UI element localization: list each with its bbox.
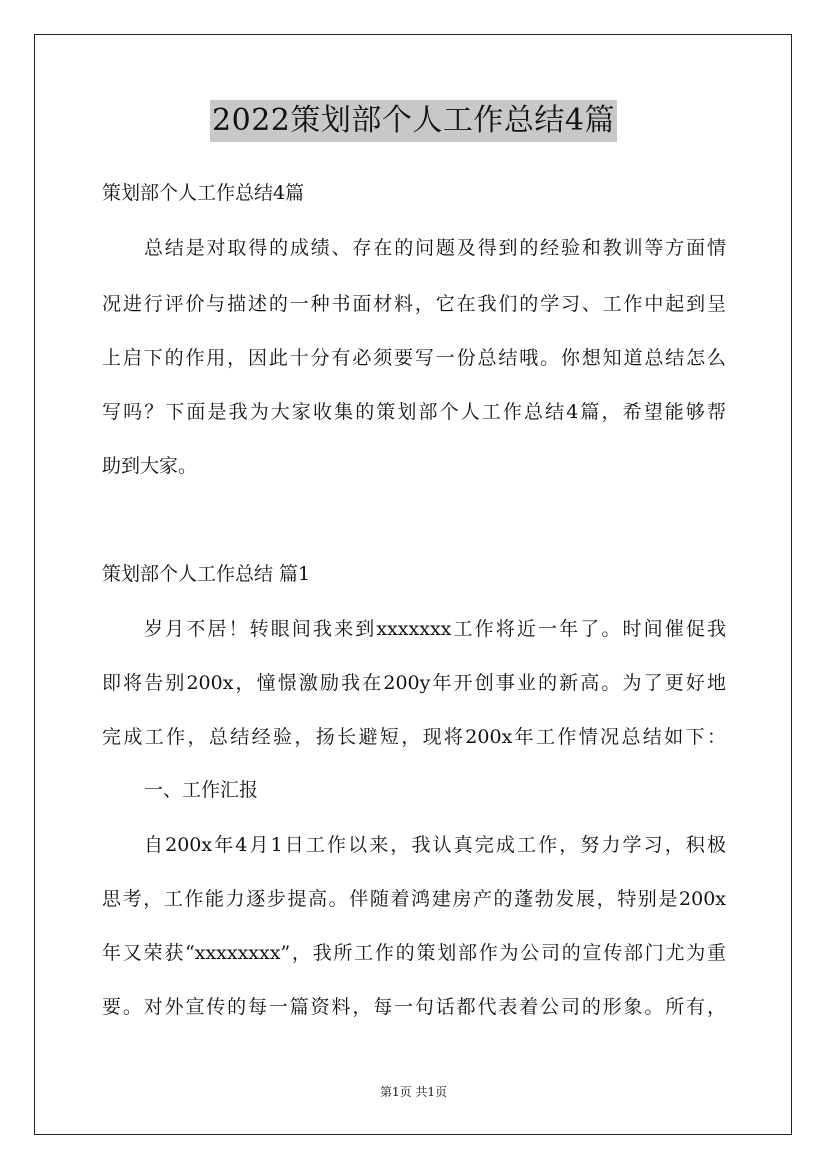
- intro-line-2: 况进行评价与描述的一种书面材料，它在我们的学习、工作中起到呈: [102, 293, 726, 315]
- title-container: [0, 100, 827, 142]
- section-heading: 策划部个人工作总结 篇1: [102, 563, 311, 585]
- para2-line-1: 自200x年4月1日工作以来，我认真完成工作，努力学习，积极: [144, 834, 726, 856]
- intro-line-3: 上启下的作用，因此十分有必须要写一份总结哦。你想知道总结怎么: [102, 347, 726, 369]
- para1-line-3: 完成工作，总结经验，扬长避短，现将200x年工作情况总结如下：: [102, 726, 726, 748]
- document-title: 2022策划部个人工作总结4篇: [210, 100, 617, 142]
- subheading-work-report: 一、工作汇报: [144, 779, 259, 801]
- para2-line-2: 思考，工作能力逐步提高。伴随着鸿建房产的蓬勃发展，特别是200x: [102, 888, 726, 910]
- intro-line-1: 总结是对取得的成绩、存在的问题及得到的经验和教训等方面情: [144, 237, 726, 259]
- document-subtitle: 策划部个人工作总结4篇: [102, 182, 305, 204]
- para1-line-1: 岁月不居！转眼间我来到xxxxxxx工作将近一年了。时间催促我: [144, 618, 726, 640]
- para1-line-2: 即将告别200x，憧憬激励我在200y年开创事业的新高。为了更好地: [102, 672, 726, 694]
- para2-line-3: 年又荣获“xxxxxxxx”，我所工作的策划部作为公司的宣传部门尤为重: [102, 942, 726, 964]
- page-footer: 第1页 共1页: [379, 1085, 448, 1099]
- intro-line-5: 助到大家。: [102, 455, 198, 477]
- intro-line-4: 写吗？下面是我为大家收集的策划部个人工作总结4篇，希望能够帮: [102, 401, 726, 423]
- para2-line-4: 要。对外宣传的每一篇资料，每一句话都代表着公司的形象。所有，: [102, 996, 726, 1018]
